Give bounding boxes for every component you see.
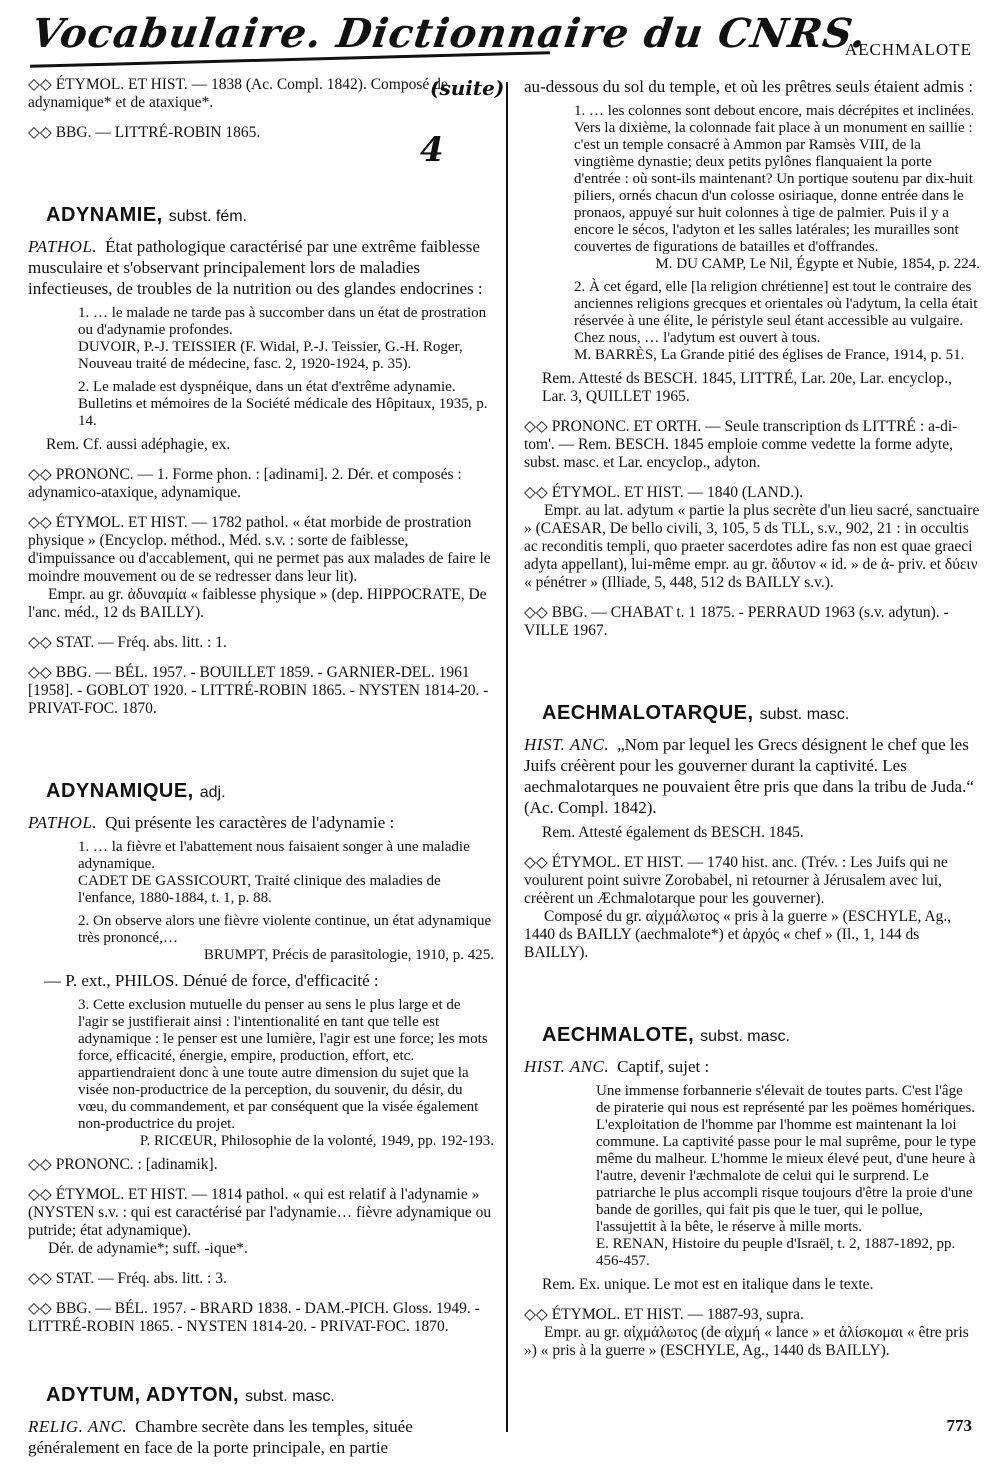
grammar: subst. masc.: [759, 706, 850, 723]
etymol-section: [524, 484, 980, 592]
headword: AECHMALOTARQUE,: [542, 702, 754, 724]
prononc-section: ◇◇ PRONONC. ET ORTH. — Seule transcription ds LITTRÉ : a-di-tom'. — Rem. BESCH. 1845 emploie comme vedette la forme adyte, subst. masc. et Lar. encyclop., adyton.: [524, 418, 958, 471]
etymol-section: [28, 514, 494, 622]
example: [78, 839, 494, 907]
etymol-text: Composé du gr. αἰχμάλωτος « pris à la guerre » (ESCHYLE, Ag., 1440 ds BAILLY (aechmalote*) et ἀρχός « chef » (Il., 1, 144 ds BAILLY).: [524, 908, 952, 961]
etymol-text: ◇◇ ÉTYMOL. ET HIST. — 1782 pathol. « état morbide de prostration physique » (Encyclop. méthod., Méd. s.v. : sorte de faiblesse, d'impuissance ou d'accablement, qui ne permet pas aux malades de faire le moindre mouvement ou de se redresser dans leur lit).: [28, 514, 491, 585]
definition: [28, 236, 494, 299]
domain-label: HIST. ANC.: [524, 1057, 610, 1076]
example-source: Bulletins et mémoires de la Société médicale des Hôpitaux, 1935, p. 14.: [78, 396, 488, 429]
example: [78, 997, 494, 1150]
domain-label: PATHOL.: [28, 237, 98, 256]
headword: AECHMALOTE,: [542, 1024, 695, 1046]
grammar: adj.: [199, 784, 226, 801]
page-number: 773: [946, 1416, 972, 1435]
example-source: M. BARRÈS, La Grande pitié des églises de France, 1914, p. 51.: [574, 347, 965, 363]
headword: ADYNAMIQUE,: [46, 780, 194, 802]
etymol-text: Empr. au lat. adytum « partie la plus secrète d'un lieu sacré, sanctuaire » (CAESAR, De bello civili, 3, 105, 5 ds TLL, s.v., 902, 21 : in occultis ac reconditis templi, quo praeter sacerdotes adire fas non est quae graeci adyta appellant), lui-même empr. au gr. ἄδυτον « id. » de ἀ- priv. et δύειν « pénétrer » (Illiade, 5, 448, 512 ds BAILLY s.v.).: [524, 502, 980, 591]
stat-section: ◇◇ STAT. — Fréq. abs. litt. : 1.: [28, 634, 227, 651]
entry-head-adytum: [46, 1386, 494, 1406]
example: [574, 279, 980, 364]
definition: [524, 1056, 980, 1077]
example-text: 2. On observe alors une fièvre violente continue, un état adynamique très prononcé,…: [78, 913, 492, 946]
etymol-section: [524, 854, 980, 962]
handwritten-suite: (suite): [430, 76, 505, 100]
prononc-section: ◇◇ PRONONC. — 1. Forme phon. : [adinami]. 2. Dér. et composés : adynamico-ataxique, adynamique.: [28, 466, 462, 501]
definition-text: Chambre secrète dans les temples, située généralement en face de la porte principale, en partie: [28, 1417, 413, 1457]
bbg-section: ◇◇ BBG. — CHABAT t. 1 1875. - PERRAUD 1963 (s.v. adytun). - VILLE 1967.: [524, 604, 949, 639]
grammar: subst. fém.: [168, 208, 247, 225]
example-source: BRUMPT, Précis de parasitologie, 1910, p. 425.: [203, 947, 494, 963]
left-column: [28, 76, 494, 1464]
example: [78, 913, 494, 964]
remark: Rem. Attesté ds BESCH. 1845, LITTRÉ, Lar. 20e, Lar. encyclop., Lar. 3, QUILLET 1965.: [542, 370, 952, 405]
etymol-text: ◇◇ ÉTYMOL. ET HIST. — 1740 hist. anc. (Trév. : Les Juifs qui ne voulurent point suivre Zorobabel, ni retourner à Jérusalem avec lui, créèrent un Æchmalotarque pour les gouverner).: [524, 854, 948, 907]
example-text: 2. À cet égard, elle [la religion chrétienne] est tout le contraire des anciennes religions grecques et orientales où l'adytum, la cella était réservée à une élite, le péristyle seul étant accessible au vulgaire. Chez nous, … l'adytum est ouvert à tous.: [574, 279, 978, 346]
domain-label: HIST. ANC.: [524, 735, 610, 754]
example-source: DUVOIR, P.-J. TEISSIER (F. Widal, P.-J. Teissier, G.-H. Roger, Nouveau traité de médecine, fasc. 2, 1920-1924, p. 35).: [78, 339, 463, 372]
example: [78, 305, 494, 373]
etymol-section: [524, 1306, 980, 1360]
example-text: Une immense forbannerie s'élevait de toutes parts. C'est l'âge de piraterie qui nous est représenté par les poëmes homériques. L'exploitation de l'homme par l'homme est maintenant la loi commune. La captivité passe pour le mal suprême, pour le type même du malheur. L'homme le mieux élevé peut, d'une heure à l'autre, devenir l'æchmalote de celui qui le surprend. Le patriarche le plus accompli risque toujours d'être la proie d'une bande de gorilles, qui fait pis que le tuer, qui le pollue, l'assujettit à la bête, le réserve à mille morts.: [596, 1083, 976, 1235]
definition-text: „Nom par lequel les Grecs désignent le chef que les Juifs créèrent pour les gouverner durant la captivité. Les aechmalotarques ne pouvaient être pris que dans la tribu de Juda.“ (Ac. Compl. 1842).: [524, 735, 974, 817]
right-column: [524, 76, 980, 1372]
definition: [524, 734, 980, 818]
prononc-section: ◇◇ PRONONC. : [adinamik].: [28, 1156, 218, 1173]
entry-head-adynamique: [46, 782, 494, 802]
domain-label: PATHOL.: [28, 813, 98, 832]
headword: ADYTUM, ADYTON,: [46, 1384, 240, 1406]
etymol-text: Empr. au gr. ἀδυναμία « faiblesse physique » (dep. HIPPOCRATE, De l'anc. méd., 12 ds BAILLY).: [28, 586, 487, 621]
column-divider: [506, 82, 508, 1432]
definition-continued: au-dessous du sol du temple, et où les prêtres seuls étaient admis :: [524, 77, 973, 96]
example: [574, 103, 980, 273]
grammar: subst. masc.: [700, 1028, 790, 1045]
example-text: 1. … la fièvre et l'abattement nous faisaient songer à une maladie adynamique.: [78, 839, 470, 872]
etymol-text: Dér. de adynamie*; suff. -ique*.: [48, 1240, 248, 1257]
stat-section: ◇◇ STAT. — Fréq. abs. litt. : 3.: [28, 1270, 227, 1287]
headword: ADYNAMIE,: [46, 204, 163, 226]
example: [596, 1083, 980, 1270]
example-text: 1. … les colonnes sont debout encore, mais décrépites et inclinées. Vers la dixième, la colonnade fait place à un monument en saillie : c'est un temple consacré à Ammon par Ramsès VIII, de la vingtième dynastie; deux petits pylônes flanquaient la porte d'entrée : où sont-ils maintenant? Un portique soutenu par dix-huit piliers, ornés chacun d'un colosse osiriaque, donne entrée dans le pronaos, appuyé sur huit colonnes à tige de palmier. Puis il y a encore le sécos, l'adyton et les salles latérales; les murailles sont couvertes de figurations de batailles et d'offrandes.: [574, 103, 975, 255]
etymol-text: ◇◇ ÉTYMOL. ET HIST. — 1887-93, supra.: [524, 1306, 804, 1323]
bbg-section: ◇◇ BBG. — LITTRÉ-ROBIN 1865.: [28, 124, 261, 141]
etymol-section: ◇◇ ÉTYMOL. ET HIST. — 1838 (Ac. Compl. 1842). Composé de adynamique* et de ataxique*.: [28, 76, 448, 111]
entry-head-aechmalote: [542, 1026, 980, 1046]
remark: Rem. Cf. aussi adéphagie, ex.: [46, 436, 231, 453]
example-source: P. RICŒUR, Philosophie de la volonté, 1949, pp. 192-193.: [139, 1133, 494, 1149]
etymol-section: [28, 1186, 494, 1258]
handwritten-mark: 4: [420, 130, 444, 170]
example-source: E. RENAN, Histoire du peuple d'Israël, t. 2, 1887-1892, pp. 456-457.: [596, 1236, 956, 1269]
entry-head-adynamie: [46, 206, 494, 226]
extended-sense: — P. ext., PHILOS. Dénué de force, d'efficacité :: [44, 971, 379, 990]
grammar: subst. masc.: [245, 1388, 335, 1405]
entry-head-aechmalotarque: [542, 704, 980, 724]
bbg-section: ◇◇ BBG. — BÉL. 1957. - BOUILLET 1859. - GARNIER-DEL. 1961 [1958]. - GOBLOT 1920. - LITTRÉ-ROBIN 1865. - NYSTEN 1814-20. - PRIVAT-FOC. 1870.: [28, 664, 489, 717]
bbg-section: ◇◇ BBG. — BÉL. 1957. - BRARD 1838. - DAM.-PICH. Gloss. 1949. - LITTRÉ-ROBIN 1865. - NYSTEN 1814-20. - PRIVAT-FOC. 1870.: [28, 1300, 480, 1335]
definition-text: Qui présente les caractères de l'adynamie :: [105, 813, 395, 832]
domain-label: RELIG. ANC.: [28, 1417, 128, 1436]
etymol-text: Empr. au gr. αἰχμάλωτος (de αἰχμή « lance » et ἁλίσκομαι « être pris ») « pris à la guerre » (ESCHYLE, Ag., 1440 ds BAILLY).: [524, 1324, 969, 1359]
definition-text: État pathologique caractérisé par une extrême faiblesse musculaire et s'observant principalement lors de maladies infectieuses, de troubles de la nutrition ou des glandes endocrines :: [28, 237, 483, 298]
example-source: CADET DE GASSICOURT, Traité clinique des maladies de l'enfance, 1880-1884, t. 1, p. 88.: [78, 873, 441, 906]
etymol-text: ◇◇ ÉTYMOL. ET HIST. — 1814 pathol. « qui est relatif à l'adynamie » (NYSTEN s.v. : qui est caractérisé par l'adynamie… fièvre adynamique ou putride; état adynamique).: [28, 1186, 492, 1239]
example-text: 3. Cette exclusion mutuelle du penser au sens le plus large et de l'agir se justifierait ainsi : l'intentionalité en tant que telle est adynamique : le penser est une lumière, l'agir est une force; les mots force, efficacité, énergie, empire, production, effort, etc. appartiendraient donc à une toute autre dimension du sujet que la visée non-productrice de la perception, du souvenir, du désir, du vœu, du commandement, et par conséquent que la visée également non-productrice du projet.: [78, 997, 488, 1132]
running-head: AECHMALOTE: [844, 40, 972, 59]
handwritten-title: Vocabulaire. Dictionnaire du CNRS.: [28, 10, 870, 57]
definition-text: Captif, sujet :: [617, 1057, 710, 1076]
definition: [28, 812, 494, 833]
remark: Rem. Ex. unique. Le mot est en italique dans le texte.: [542, 1276, 874, 1293]
example-source: M. DU CAMP, Le Nil, Égypte et Nubie, 1854, p. 224.: [655, 256, 980, 272]
example-text: 2. Le malade est dyspnéique, dans un état d'extrême adynamie.: [78, 379, 456, 395]
etymol-text: ◇◇ ÉTYMOL. ET HIST. — 1840 (LAND.).: [524, 484, 803, 501]
remark: Rem. Attesté également ds BESCH. 1845.: [542, 824, 804, 841]
example: [78, 379, 494, 430]
example-text: 1. … le malade ne tarde pas à succomber dans un état de prostration ou d'adynamie profondes.: [78, 305, 487, 338]
